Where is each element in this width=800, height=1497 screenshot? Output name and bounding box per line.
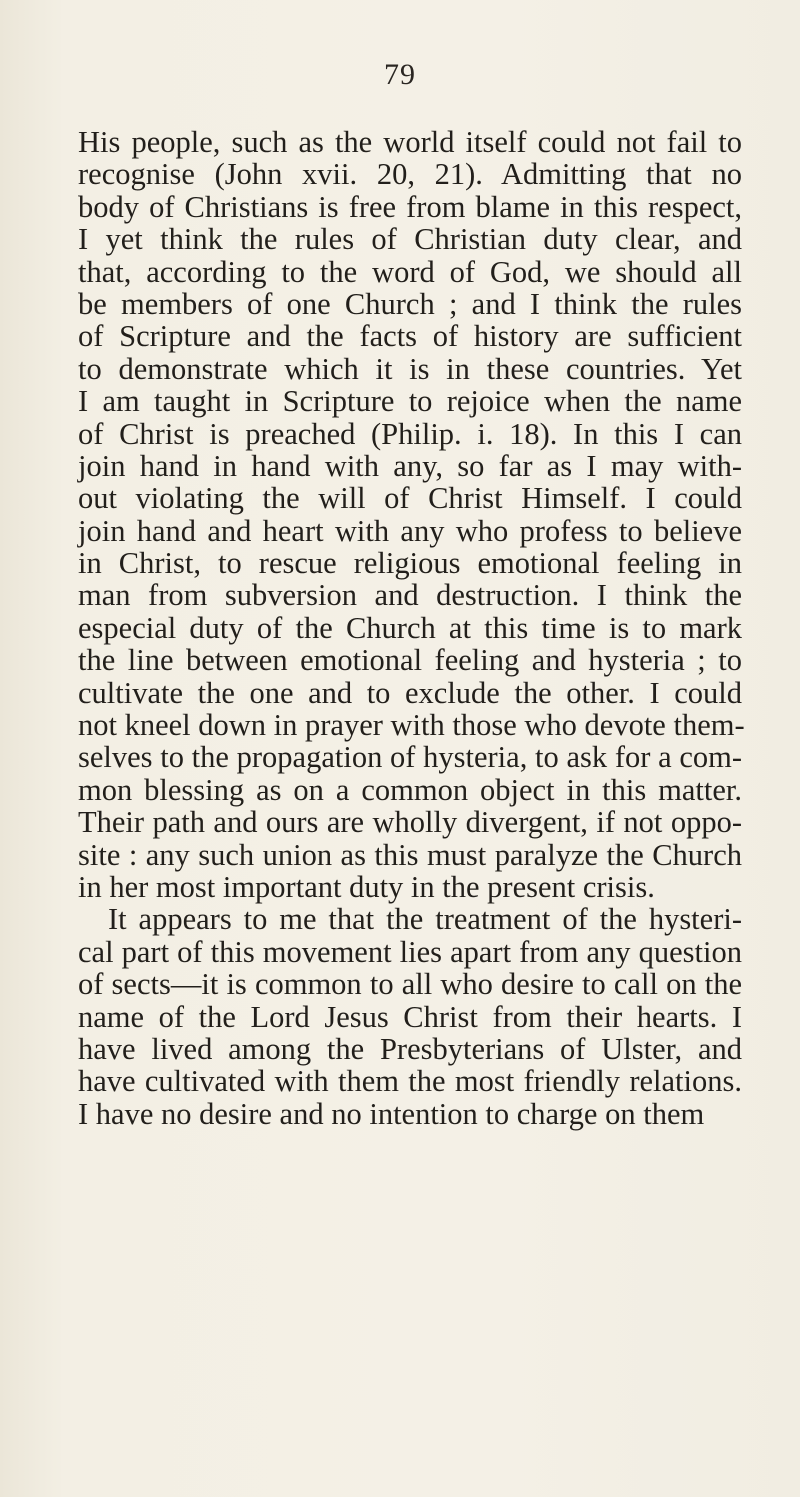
text-line: selves to the propagation of hysteria, to ask for a com- [78, 740, 742, 775]
text-line: I am taught in Scripture to rejoice when the name [78, 384, 742, 419]
body-text [78, 125, 745, 1131]
text-line: Their path and ours are wholly divergent, if not oppo- [78, 805, 742, 840]
text-line: name of the Lord Jesus Christ from their hearts. I [78, 999, 742, 1034]
text-line: cal part of this movement lies apart from any question [78, 934, 742, 969]
text-line: have cultivated with them the most friendly relations. [78, 1064, 742, 1099]
page-number: 79 [384, 58, 416, 91]
text-line: that, according to the word of God, we should all [78, 254, 742, 289]
text-line: to demonstrate which it is in these countries. Yet [78, 351, 742, 386]
text-line: especial duty of the Church at this time is to mark [78, 610, 742, 645]
text-line: cultivate the one and to exclude the other. I could [78, 675, 742, 710]
text-line: recognise (John xvii. 20, 21). Admitting that no [78, 157, 742, 192]
text-line: It appears to me that the treatment of the hysteri- [108, 902, 742, 937]
text-line: not kneel down in prayer with those who devote them- [78, 708, 745, 743]
text-line: of Scripture and the facts of history are sufficient [78, 319, 742, 354]
text-line: in her most important duty in the present crisis. [78, 869, 655, 904]
text-line: of sects—it is common to all who desire to call on the [78, 967, 742, 1002]
text-line: site : any such union as this must paralyze the Church [78, 837, 742, 872]
text-line: join hand and heart with any who profess to believe [78, 513, 742, 548]
text-line: body of Christians is free from blame in this respect, [78, 189, 742, 224]
text-line: the line between emotional feeling and hysteria ; to [78, 643, 742, 678]
text-line: I yet think the rules of Christian duty clear, and [78, 222, 742, 257]
text-line: man from subversion and destruction. I think the [78, 578, 742, 613]
text-line: I have no desire and no intention to charge on them [78, 1096, 705, 1131]
text-line: be members of one Church ; and I think the rules [78, 286, 742, 321]
text-line: out violating the will of Christ Himself. I could [78, 481, 742, 516]
text-line: in Christ, to rescue religious emotional feeling in [78, 546, 742, 581]
text-line: join hand in hand with any, so far as I may with- [78, 448, 742, 483]
text-line: mon blessing as on a common object in this matter. [78, 772, 742, 807]
text-line: of Christ is preached (Philip. i. 18). In this I can [78, 416, 742, 451]
text-line: His people, such as the world itself could not fail to [78, 125, 742, 159]
text-line: have lived among the Presbyterians of Ulster, and [78, 1031, 742, 1066]
